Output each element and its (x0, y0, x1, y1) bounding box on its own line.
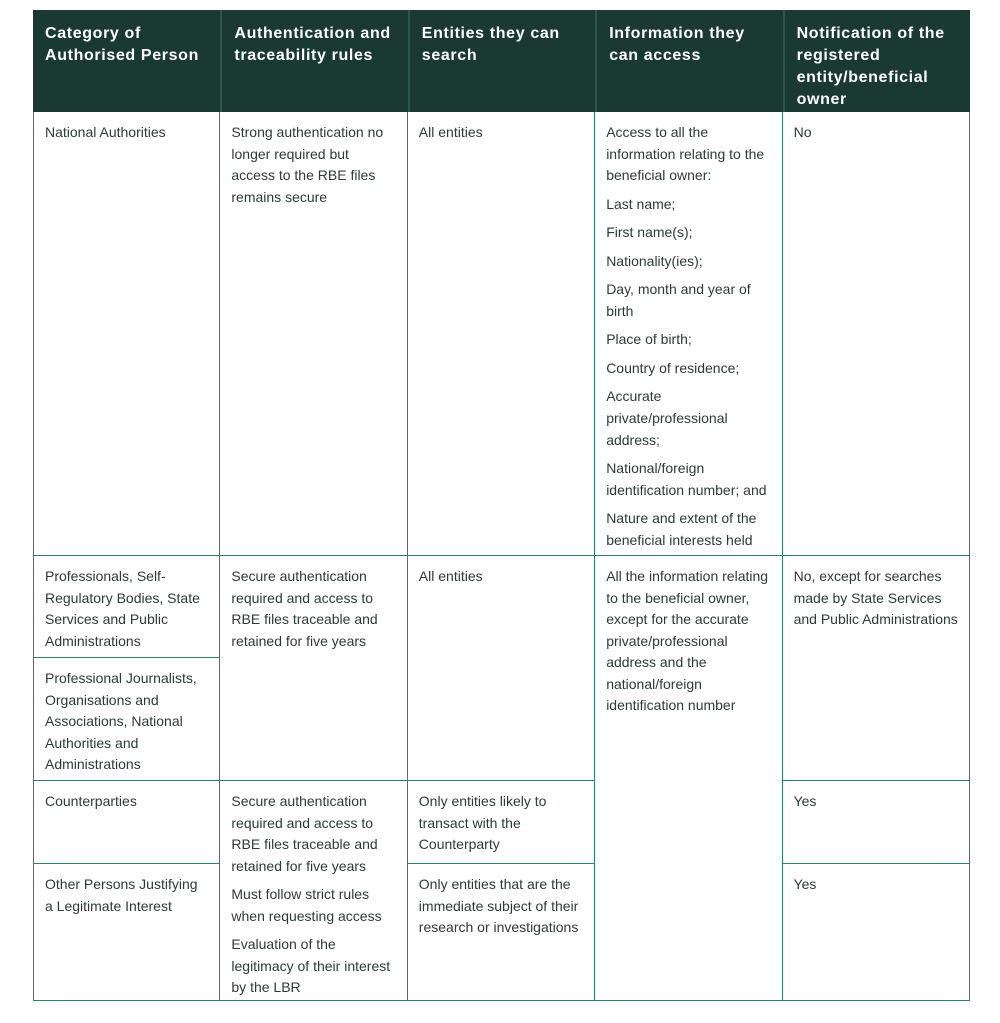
cell-text: Yes (793, 876, 817, 892)
cell-text: Only entities likely to transact with the Counterparty (418, 793, 547, 853)
cell-text: Secure authentication required and access to RBE files traceable and retained for five years (231, 793, 378, 874)
cell-r1-entities (408, 112, 595, 556)
cell-text: Day, month and year of birth (606, 281, 751, 319)
cell-text: Accurate private/professional address; (606, 388, 728, 448)
cell-national-authorities (33, 112, 220, 556)
cell-text: All entities (418, 124, 483, 140)
cell-text: Nature and extent of the beneficial interests held (606, 510, 757, 548)
cell-other-persons (33, 864, 220, 1001)
cell-text: Professional Journalists, Organisations and Associations, National Authorities and Administrations (45, 670, 197, 773)
header-notification: Notification of the registered entity/beneficial owner (783, 10, 970, 112)
header-entities-search: Entities they can search (408, 10, 595, 112)
cell-r1-auth (220, 112, 407, 556)
cell-text: First name(s); (606, 224, 693, 241)
cell-text: National Authorities (45, 124, 166, 140)
cell-text: All entities (418, 568, 483, 584)
cell-r2-entities (408, 556, 595, 781)
access-rights-table (33, 10, 970, 1001)
header-auth-rules: Authentication and traceability rules (220, 10, 407, 112)
cell-text: National/foreign identification number; and (606, 460, 767, 498)
cell-text: Yes (793, 793, 817, 809)
header-info-access: Information they can access (595, 10, 782, 112)
cell-r2-auth (220, 556, 407, 781)
cell-journalists (33, 658, 220, 781)
cell-r3a-entities (408, 781, 595, 864)
cell-text: Only entities that are the immediate subject of their research or investigations (418, 876, 579, 936)
cell-r3b-entities (408, 864, 595, 1001)
cell-text: Secure authentication required and access to RBE files traceable and retained for five years (231, 568, 378, 649)
cell-r3b-notification (783, 864, 970, 1001)
cell-text: Last name; (606, 195, 676, 212)
cell-text: Country of residence; (606, 359, 740, 376)
cell-r2-notification (783, 556, 970, 781)
header-category: Category of Authorised Person (33, 10, 220, 112)
cell-professionals (33, 556, 220, 658)
cell-r1-info (595, 112, 782, 556)
cell-text: All the information relating to the beneficial owner, except for the accurate private/professional address and the national/foreign identification number (606, 568, 769, 714)
cell-text: No (793, 124, 812, 140)
cell-text: Evaluation of the legitimacy of their interest by the LBR (231, 936, 391, 996)
cell-text: Counterparties (45, 793, 137, 809)
cell-r3a-notification (783, 781, 970, 864)
cell-text: Nationality(ies); (606, 252, 703, 269)
cell-counterparties (33, 781, 220, 864)
cell-text: No, except for searches made by State Services and Public Administrations (793, 568, 958, 628)
cell-text: Access to all the information relating to the beneficial owner: (606, 124, 765, 184)
cell-text: Other Persons Justifying a Legitimate Interest (45, 876, 198, 914)
cell-text: Place of birth; (606, 331, 692, 348)
cell-text: Professionals, Self-Regulatory Bodies, State Services and Public Administrations (45, 568, 200, 649)
cell-r1-notification (783, 112, 970, 556)
cell-r3-auth (220, 781, 407, 1001)
cell-text: Must follow strict rules when requesting access (231, 886, 382, 924)
cell-text: Strong authentication no longer required but access to the RBE files remains secure (231, 124, 384, 205)
cell-r2-info (595, 556, 782, 1001)
